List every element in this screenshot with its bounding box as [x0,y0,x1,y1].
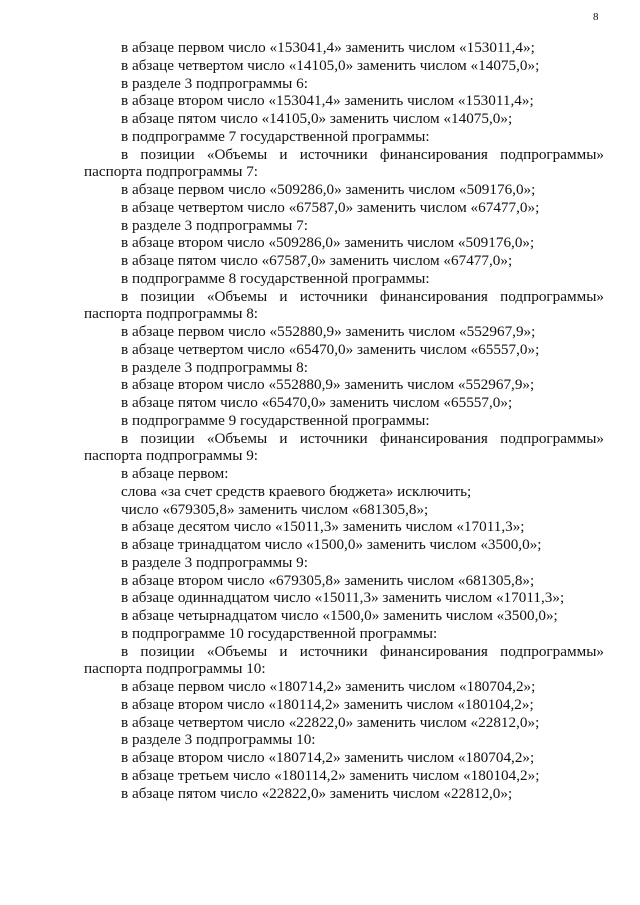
paragraph-line: в абзаце втором число «509286,0» заменить числом «509176,0»; [121,234,535,252]
paragraph-continuation-line: паспорта подпрограммы 10: [84,660,266,678]
paragraph-line: в разделе 3 подпрограммы 6: [121,74,308,92]
paragraph-continuation-line: паспорта подпрограммы 9: [84,447,259,465]
paragraph-line: в абзаце десятом число «15011,3» заменить числом «17011,3»; [121,518,525,536]
paragraph-line: в абзаце пятом число «14105,0» заменить числом «14075,0»; [121,110,513,127]
paragraph-line: в абзаце четвертом число «22822,0» заменить числом «22812,0»; [121,713,540,731]
paragraph-line: число «679305,8» заменить числом «681305,8»; [121,500,429,518]
paragraph-line: в абзаце первом число «153041,4» заменить числом «153011,4»; [121,39,535,56]
paragraph-line: в абзаце втором число «153041,4» заменить числом «153011,4»; [121,92,534,110]
paragraph-line: в позиции «Объемы и источники финансирования подпрограммы» [121,429,604,447]
paragraph-line: в абзаце втором число «679305,8» заменить числом «681305,8»; [121,571,535,589]
paragraph-line: слова «за счет средств краевого бюджета» исключить; [121,482,472,500]
paragraph-line: в разделе 3 подпрограммы 8: [121,358,308,376]
paragraph-line: в абзаце четвертом число «67587,0» заменить числом «67477,0»; [121,198,540,216]
paragraph-line: в абзаце четвертом число «14105,0» заменить числом «14075,0»; [121,56,540,74]
paragraph-line: в абзаце втором число «180114,2» заменить числом «180104,2»; [121,695,534,713]
paragraph-line: в абзаце первом число «180714,2» заменить числом «180704,2»; [121,678,536,695]
paragraph-line: в подпрограмме 10 государственной программы: [121,624,438,642]
paragraph-line: в подпрограмме 8 государственной программы: [121,269,430,287]
paragraph-line: в абзаце первом: [121,465,229,482]
paragraph-line: в абзаце четырнадцатом число «1500,0» заменить числом «3500,0»; [121,607,558,624]
paragraph-line: в абзаце пятом число «22822,0» заменить числом «22812,0»; [121,784,513,802]
paragraph-continuation-line: паспорта подпрограммы 8: [84,305,259,323]
paragraph-line: в позиции «Объемы и источники финансирования подпрограммы» [121,642,604,660]
paragraph-line: в абзаце четвертом число «65470,0» заменить числом «65557,0»; [121,340,540,358]
paragraph-line: в абзаце первом число «509286,0» заменить числом «509176,0»; [121,181,536,198]
paragraph-line: в разделе 3 подпрограммы 7: [121,216,308,234]
paragraph-line: в абзаце третьем число «180114,2» заменить числом «180104,2»; [121,766,540,784]
paragraph-line: в позиции «Объемы и источники финансирования подпрограммы» [121,145,604,163]
paragraph-continuation-line: паспорта подпрограммы 7: [84,163,259,181]
paragraph-line: в абзаце первом число «552880,9» заменить числом «552967,9»; [121,323,536,340]
page-number: 8 [593,11,599,23]
paragraph-line: в абзаце пятом число «65470,0» заменить числом «65557,0»; [121,394,513,411]
paragraph-line: в абзаце пятом число «67587,0» заменить числом «67477,0»; [121,252,513,269]
paragraph-line: в позиции «Объемы и источники финансирования подпрограммы» [121,287,604,305]
paragraph-line: в абзаце тринадцатом число «1500,0» заменить числом «3500,0»; [121,536,542,553]
paragraph-line: в подпрограмме 7 государственной программы: [121,127,430,145]
paragraph-line: в абзаце втором число «552880,9» заменить числом «552967,9»; [121,376,535,394]
paragraph-line: в разделе 3 подпрограммы 10: [121,731,316,749]
paragraph-line: в абзаце втором число «180714,2» заменить числом «180704,2»; [121,749,535,766]
paragraph-line: в подпрограмме 9 государственной программы: [121,411,430,429]
paragraph-line: в разделе 3 подпрограммы 9: [121,553,308,571]
paragraph-line: в абзаце одиннадцатом число «15011,3» заменить числом «17011,3»; [121,589,565,607]
document-body [84,39,604,802]
